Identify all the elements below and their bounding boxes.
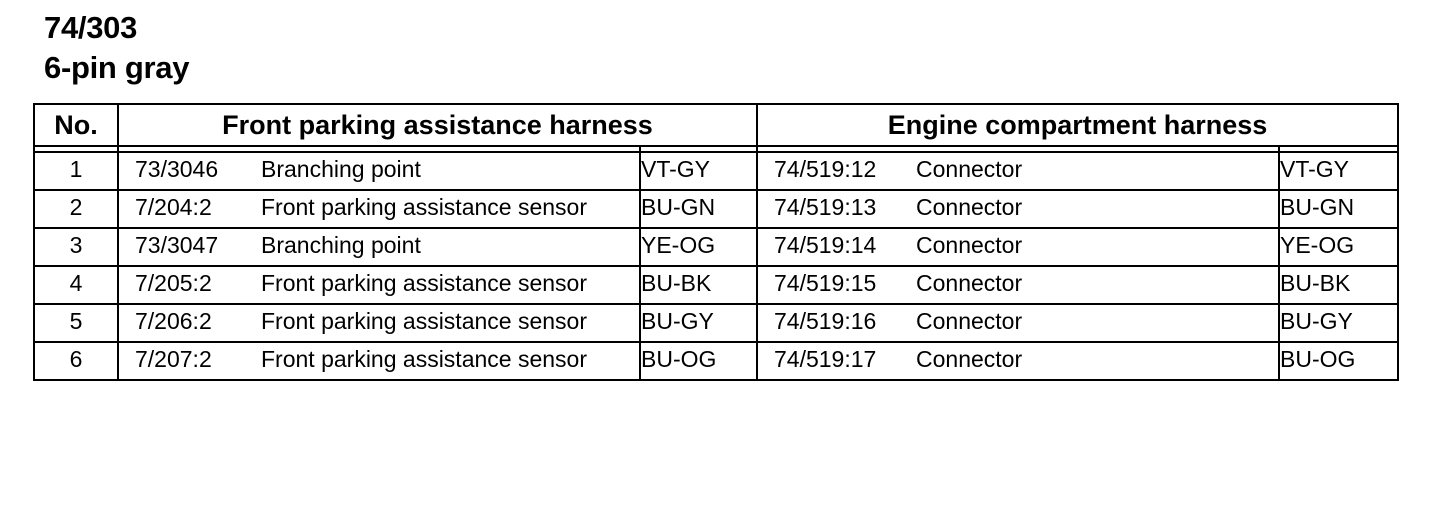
front-harness-id: 7/206:2: [135, 308, 212, 334]
table-header-row: [34, 104, 1398, 146]
front-harness-id: 73/3046: [135, 156, 219, 182]
engine-harness-id: 74/519:12: [774, 156, 877, 182]
front-harness-desc: Front parking assistance sensor: [261, 194, 587, 220]
engine-harness-id: 74/519:14: [774, 232, 877, 258]
front-harness-desc: Front parking assistance sensor: [261, 346, 587, 372]
front-harness-cell: [118, 190, 640, 228]
engine-harness-cell: [757, 228, 1279, 266]
engine-harness-cell: [757, 152, 1279, 190]
engine-harness-cell: [757, 304, 1279, 342]
front-harness-id: 7/205:2: [135, 270, 212, 296]
front-harness-wire-color: BU-BK: [640, 266, 757, 304]
engine-harness-desc: Connector: [916, 346, 1023, 372]
engine-harness-cell: [757, 342, 1279, 380]
engine-harness-wire-color: VT-GY: [1279, 152, 1398, 190]
engine-harness-cell: [757, 190, 1279, 228]
engine-harness-id: 74/519:15: [774, 270, 877, 296]
column-header-engine-harness: Engine compartment harness: [757, 104, 1398, 146]
engine-harness-id: 74/519:16: [774, 308, 877, 334]
pin-number: 6: [34, 342, 118, 380]
engine-harness-desc: Connector: [916, 156, 1023, 182]
pin-number: 5: [34, 304, 118, 342]
engine-harness-desc: Connector: [916, 270, 1023, 296]
title-block: [44, 8, 189, 88]
front-harness-cell: [118, 266, 640, 304]
engine-harness-wire-color: BU-GY: [1279, 304, 1398, 342]
front-harness-cell: [118, 228, 640, 266]
connector-description: 6-pin gray: [44, 50, 190, 85]
pin-number: 2: [34, 190, 118, 228]
engine-harness-wire-color: BU-BK: [1279, 266, 1398, 304]
front-harness-wire-color: BU-GY: [640, 304, 757, 342]
front-harness-desc: Front parking assistance sensor: [261, 270, 587, 296]
front-harness-id: 7/204:2: [135, 194, 212, 220]
engine-harness-desc: Connector: [916, 194, 1023, 220]
front-harness-desc: Front parking assistance sensor: [261, 308, 587, 334]
front-harness-wire-color: YE-OG: [640, 228, 757, 266]
front-harness-wire-color: BU-GN: [640, 190, 757, 228]
connector-code: 74/303: [44, 10, 138, 45]
engine-harness-wire-color: YE-OG: [1279, 228, 1398, 266]
front-harness-desc: Branching point: [261, 156, 421, 182]
pinout-table: [33, 103, 1399, 381]
engine-harness-cell: [757, 266, 1279, 304]
column-header-front-harness: Front parking assistance harness: [118, 104, 757, 146]
front-harness-id: 7/207:2: [135, 346, 212, 372]
front-harness-cell: [118, 304, 640, 342]
front-harness-wire-color: BU-OG: [640, 342, 757, 380]
engine-harness-wire-color: BU-GN: [1279, 190, 1398, 228]
pin-number: 3: [34, 228, 118, 266]
engine-harness-id: 74/519:13: [774, 194, 877, 220]
engine-harness-id: 74/519:17: [774, 346, 877, 372]
engine-harness-wire-color: BU-OG: [1279, 342, 1398, 380]
front-harness-id: 73/3047: [135, 232, 219, 258]
table-row: [34, 304, 1398, 342]
table-row: [34, 152, 1398, 190]
pin-number: 1: [34, 152, 118, 190]
table-row: [34, 228, 1398, 266]
pin-number: 4: [34, 266, 118, 304]
table-row: [34, 266, 1398, 304]
front-harness-desc: Branching point: [261, 232, 421, 258]
engine-harness-desc: Connector: [916, 308, 1023, 334]
table-row: [34, 342, 1398, 380]
engine-harness-desc: Connector: [916, 232, 1023, 258]
front-harness-wire-color: VT-GY: [640, 152, 757, 190]
front-harness-cell: [118, 152, 640, 190]
column-header-no: No.: [34, 104, 118, 146]
front-harness-cell: [118, 342, 640, 380]
table-row: [34, 190, 1398, 228]
